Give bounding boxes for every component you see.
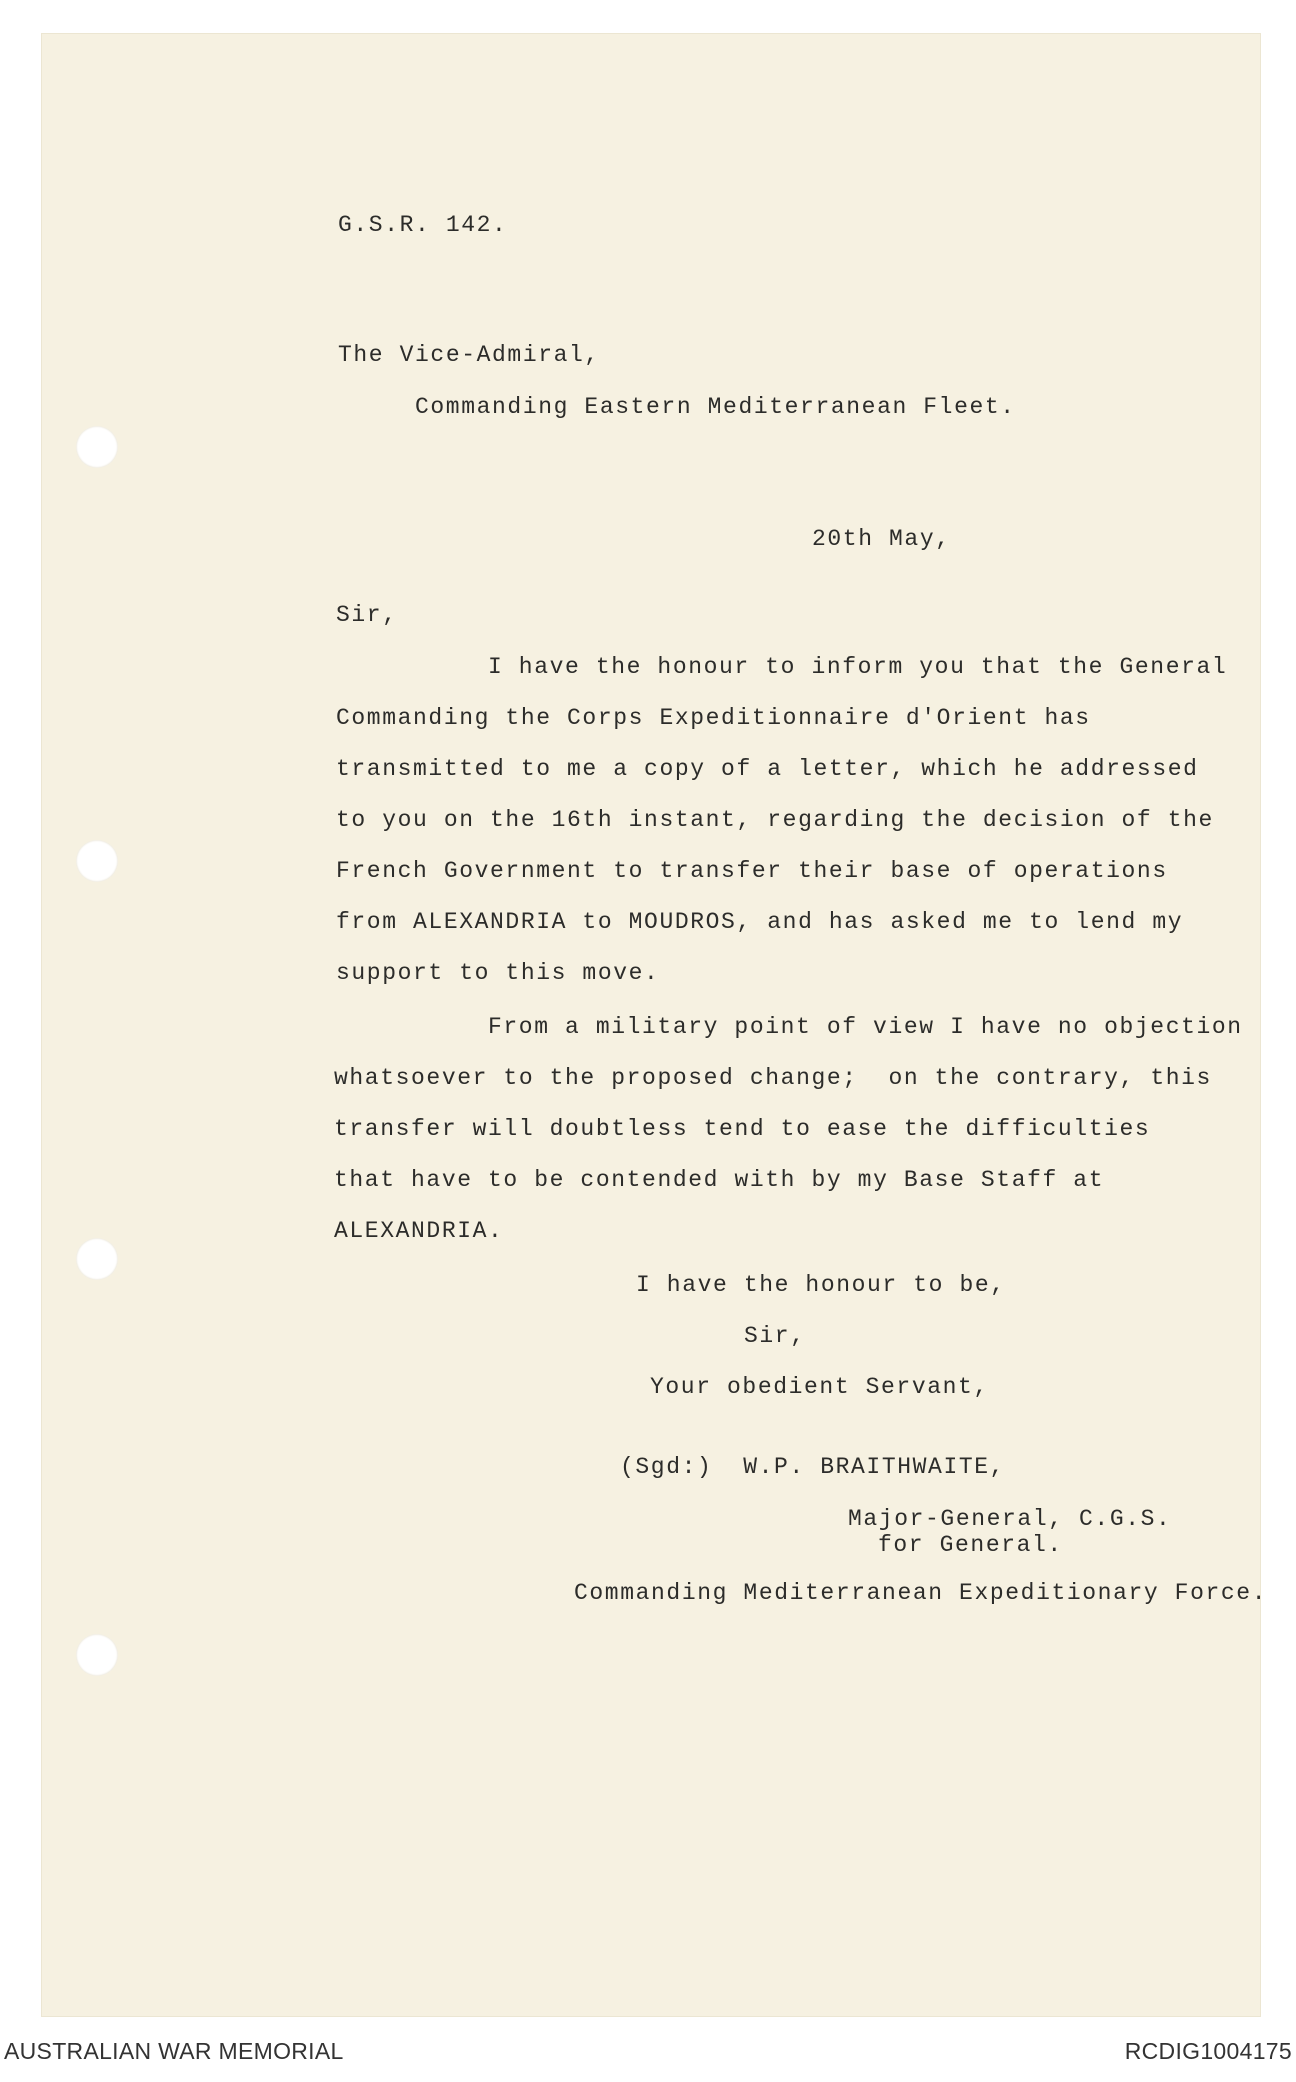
paragraph-1-line: French Government to transfer their base of operations (336, 858, 1168, 884)
paragraph-2-line: transfer will doubtless tend to ease the difficulties (334, 1116, 1151, 1142)
paragraph-1-line: from ALEXANDRIA to MOUDROS, and has asked me to lend my (336, 909, 1184, 935)
paragraph-1-line: transmitted to me a copy of a letter, which he addressed (336, 756, 1199, 782)
punch-hole (76, 426, 118, 468)
paragraph-1-line: to you on the 16th instant, regarding the decision of the (336, 807, 1214, 833)
signatory-for-line: for General. (878, 1532, 1063, 1558)
salutation: Sir, (336, 602, 398, 628)
footer-institution: AUSTRALIAN WAR MEMORIAL (4, 2038, 344, 2064)
footer-catalogue-id: RCDIG1004175 (1124, 2038, 1292, 2064)
reference-number: G.S.R. 142. (338, 212, 508, 238)
closing-line: Your obedient Servant, (650, 1374, 989, 1400)
paragraph-1-line: I have the honour to inform you that the General (488, 654, 1228, 680)
paragraph-2-line: that have to be contended with by my Base Staff at (334, 1167, 1105, 1193)
closing-line: I have the honour to be, (636, 1272, 1006, 1298)
punch-hole (76, 1634, 118, 1676)
addressee: The Vice-Admiral, (338, 342, 600, 368)
signatory-rank: Major-General, C.G.S. (848, 1506, 1172, 1532)
paragraph-2-line: whatsoever to the proposed change; on the contrary, this (334, 1065, 1212, 1091)
signatory-command: Commanding Mediterranean Expeditionary Force. (574, 1580, 1268, 1606)
paragraph-1-line: support to this move. (336, 960, 660, 986)
closing-line: Sir, (744, 1323, 806, 1349)
paragraph-2-line: From a military point of view I have no objection (488, 1014, 1243, 1040)
punch-hole (76, 1238, 118, 1280)
letter-date: 20th May, (812, 526, 951, 552)
addressee-title: Commanding Eastern Mediterranean Fleet. (415, 394, 1016, 420)
paragraph-2-line: ALEXANDRIA. (334, 1218, 504, 1244)
signature: (Sgd:) W.P. BRAITHWAITE, (620, 1454, 1006, 1480)
punch-hole (76, 840, 118, 882)
paragraph-1-line: Commanding the Corps Expeditionnaire d'Orient has (336, 705, 1091, 731)
